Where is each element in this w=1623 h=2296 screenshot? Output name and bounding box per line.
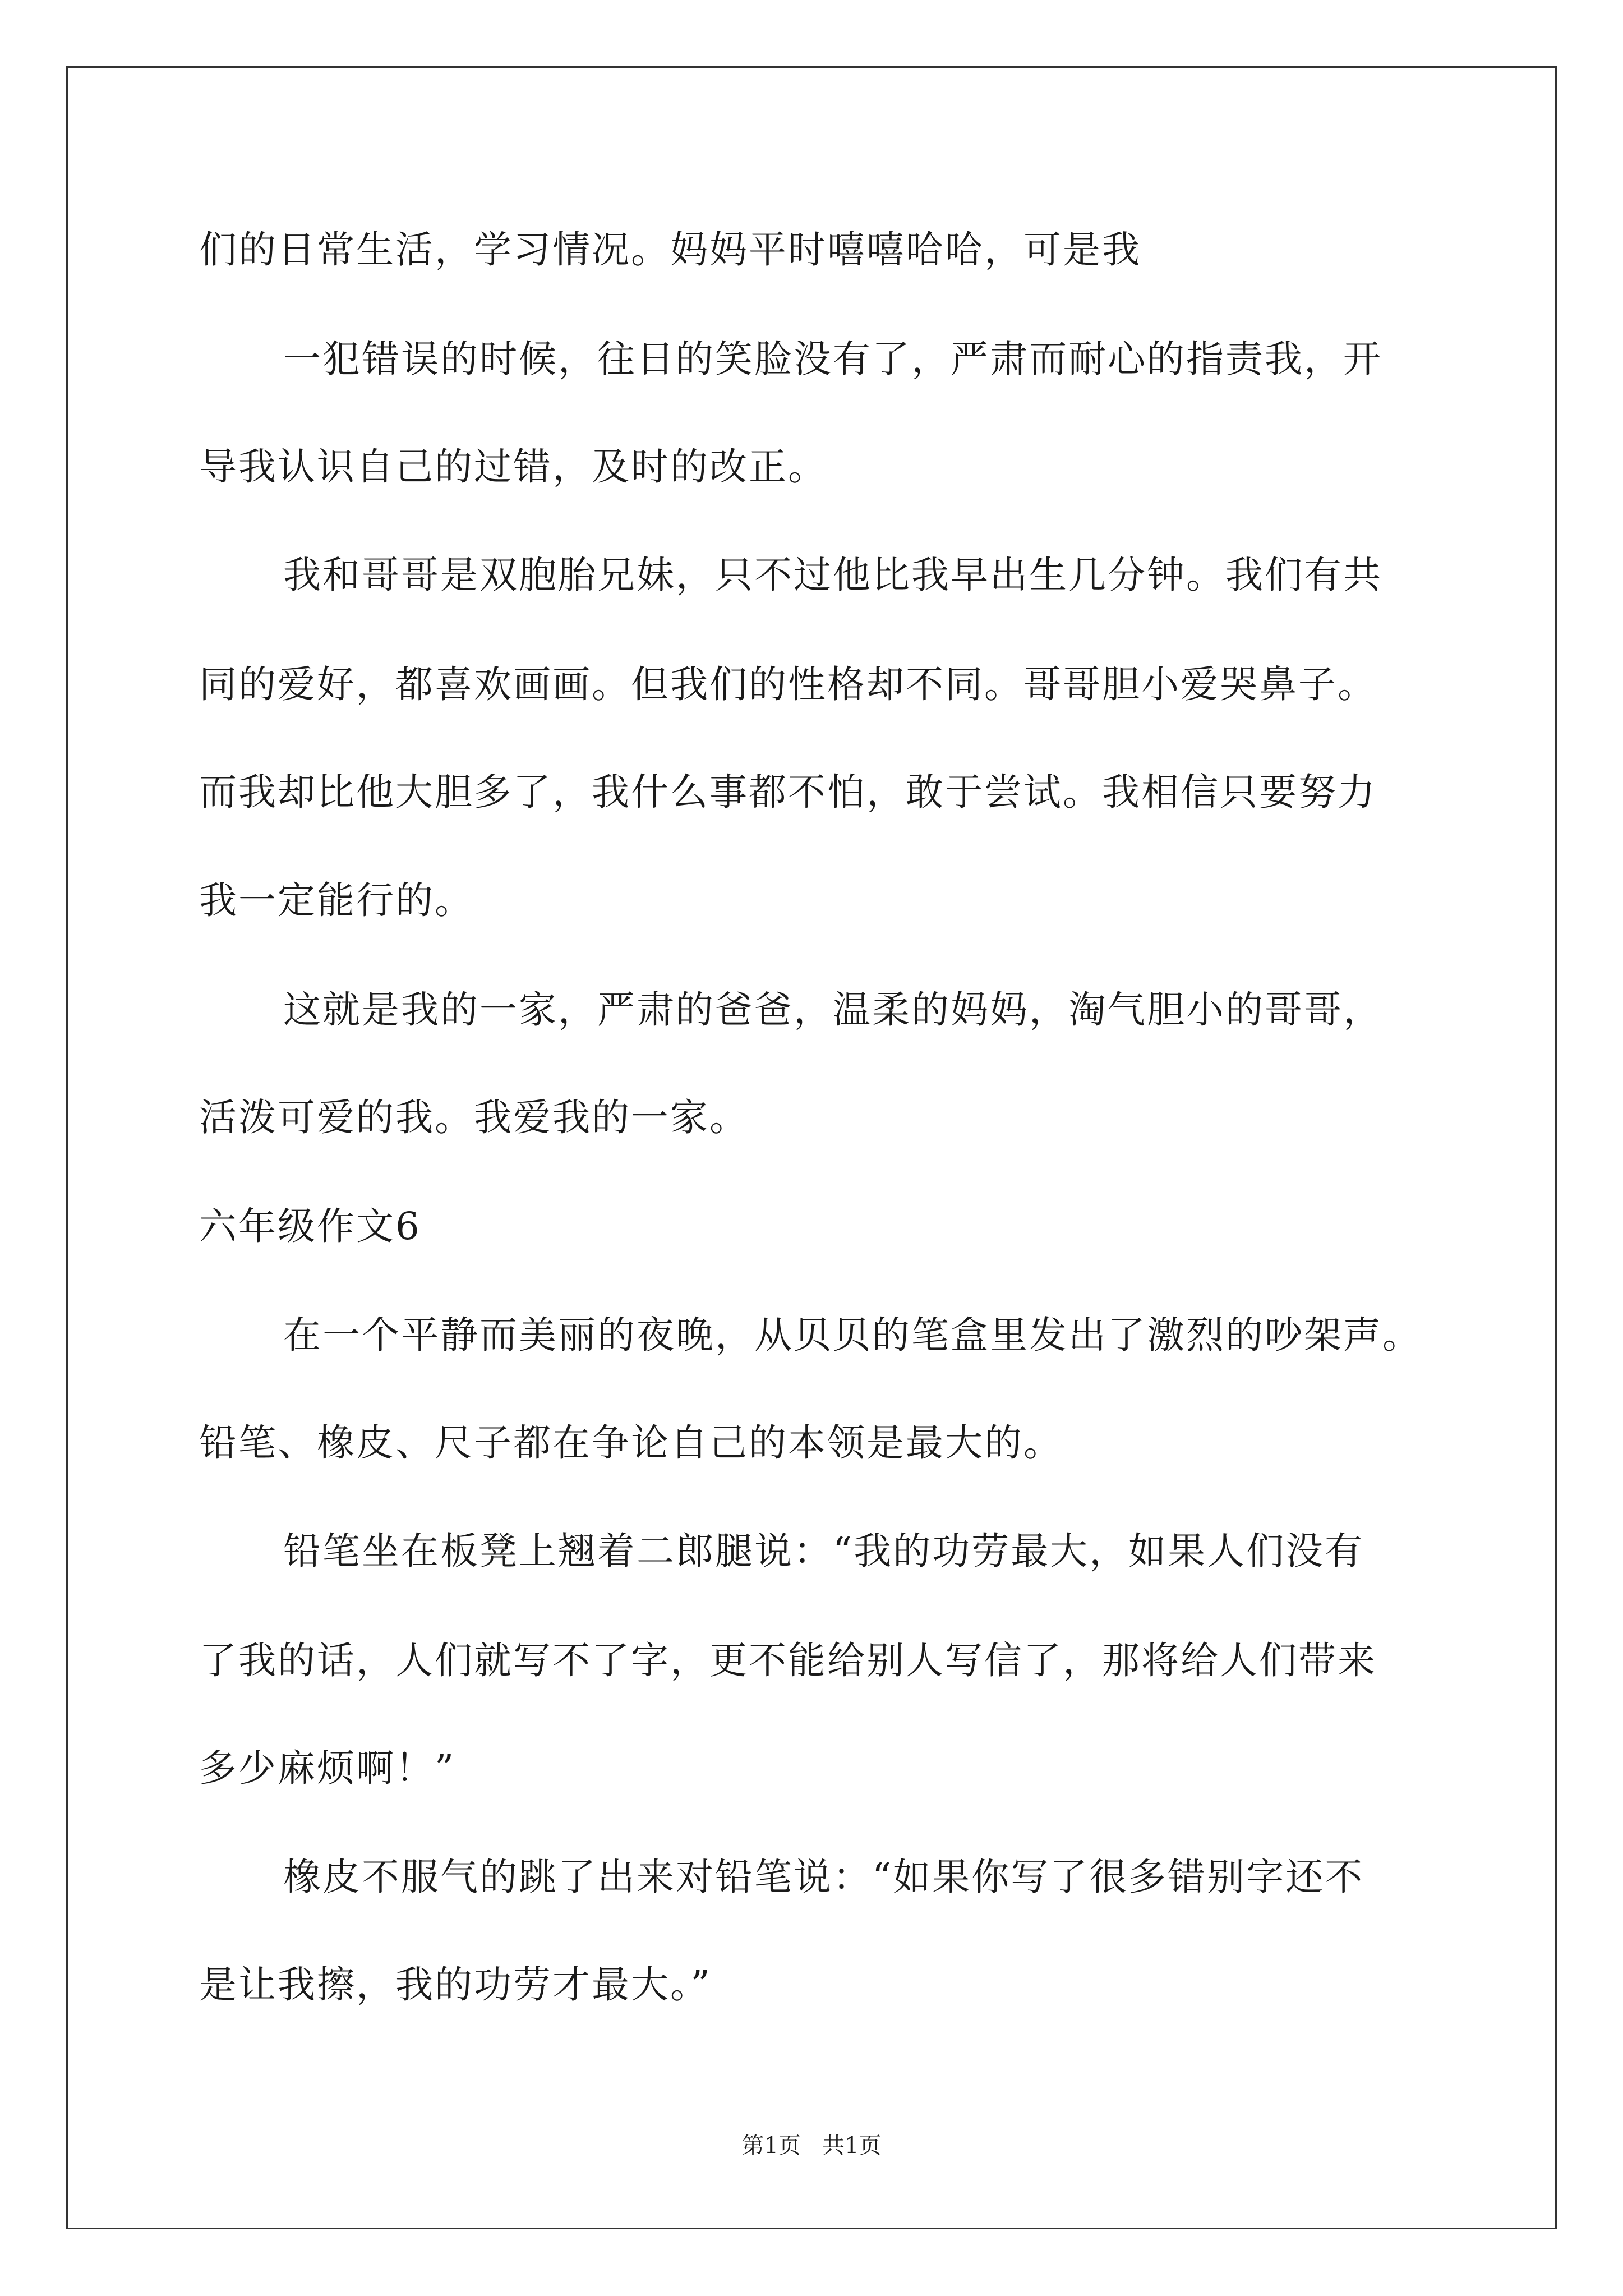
- paragraph-start-line: 橡皮不服气的跳了出来对铅笔说：“如果你写了很多错别字还不: [283, 1855, 1364, 1899]
- paragraph-start-line: 铅笔坐在板凳上翘着二郎腿说：“我的功劳最大，如果人们没有: [283, 1529, 1364, 1573]
- page-number-footer: 第1页 共1页: [741, 2133, 882, 2159]
- text-line: 多少麻烦啊！”: [199, 1746, 456, 1790]
- section-heading: 六年级作文6: [199, 1204, 421, 1248]
- text-line: 我一定能行的。: [199, 878, 474, 922]
- text-line: 是让我擦，我的功劳才最大。”: [199, 1963, 712, 2007]
- paragraph-start-line: 在一个平静而美丽的夜晚，从贝贝的笔盒里发出了激烈的吵架声。: [283, 1313, 1422, 1357]
- text-line: 而我却比他大胆多了，我什么事都不怕，敢于尝试。我相信只要努力: [199, 770, 1377, 814]
- text-line: 同的爱好，都喜欢画画。但我们的性格却不同。哥哥胆小爱哭鼻子。: [199, 662, 1377, 706]
- text-line: 了我的话，人们就写不了字，更不能给别人写信了，那将给人们带来: [199, 1639, 1377, 1682]
- text-line: 活泼可爱的我。我爱我的一家。: [199, 1096, 749, 1139]
- paragraph-start-line: 我和哥哥是双胞胎兄妹，只不过他比我早出生几分钟。我们有共: [283, 553, 1382, 597]
- paragraph-start-line: 一犯错误的时候，往日的笑脸没有了，严肃而耐心的指责我，开: [283, 337, 1382, 381]
- text-line: 铅笔、橡皮、尺子都在争论自己的本领是最大的。: [199, 1421, 1063, 1465]
- text-line: 导我认识自己的过错，及时的改正。: [199, 445, 827, 489]
- text-line: 们的日常生活，学习情况。妈妈平时嘻嘻哈哈，可是我: [199, 228, 1141, 272]
- page-border: [66, 66, 1557, 2229]
- paragraph-start-line: 这就是我的一家，严肃的爸爸，温柔的妈妈，淘气胆小的哥哥，: [283, 988, 1382, 1032]
